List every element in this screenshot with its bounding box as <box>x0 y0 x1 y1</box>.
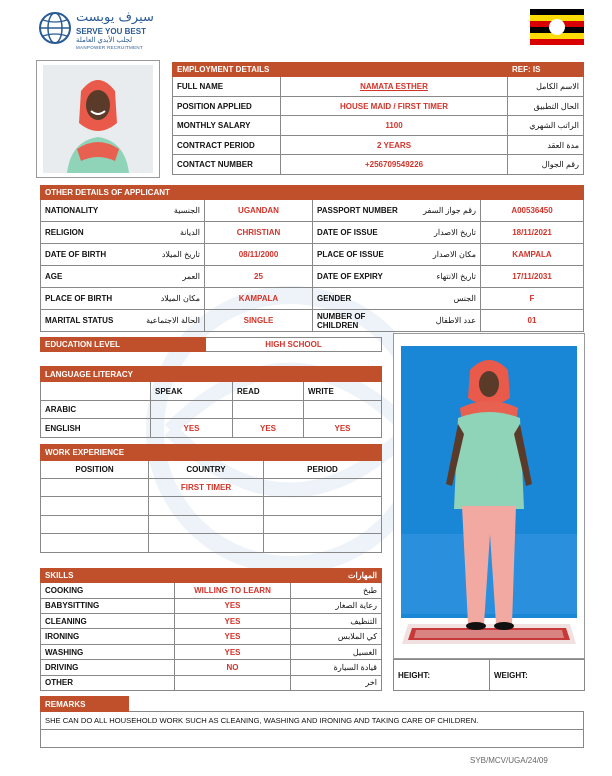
language-col-write: WRITE <box>304 382 382 401</box>
language-speak: YES <box>151 419 233 438</box>
logo-arabic-sub: لجلب الأيدي العاملة <box>76 37 133 44</box>
detail-label-ar: عدد الاطفال <box>409 310 481 332</box>
skill-name: DRIVING <box>41 660 175 675</box>
skill-value: YES <box>175 629 291 644</box>
detail-value: SINGLE <box>205 310 313 332</box>
skill-name: BABYSITTING <box>41 598 175 613</box>
full-body-photo <box>393 333 585 659</box>
work-row <box>41 497 382 516</box>
detail-value: 17/11/2031 <box>481 266 584 288</box>
detail-value: 01 <box>481 310 584 332</box>
portrait-photo <box>36 60 160 178</box>
other-details-section <box>40 185 584 331</box>
skill-row <box>41 644 382 659</box>
language-col-speak: SPEAK <box>151 382 233 401</box>
skill-name: WASHING <box>41 644 175 659</box>
skill-name: COOKING <box>41 583 175 598</box>
skills-header-ar: المهارات <box>291 569 382 583</box>
employment-label: CONTRACT PERIOD <box>173 135 281 155</box>
uganda-flag-icon <box>530 9 584 45</box>
employment-row <box>173 116 584 136</box>
detail-label-ar: مكان الميلاد <box>119 288 205 310</box>
skill-name-ar: رعاية الصغار <box>291 598 382 613</box>
work-country: FIRST TIMER <box>149 478 264 497</box>
height-label: HEIGHT: <box>394 660 490 691</box>
work-period <box>264 515 382 534</box>
detail-label-ar: العمر <box>119 266 205 288</box>
employment-details-section <box>172 62 584 175</box>
other-details-header: OTHER DETAILS OF APPLICANT <box>41 186 313 200</box>
detail-label: PLACE OF BIRTH <box>41 288 119 310</box>
work-row <box>41 534 382 553</box>
education-value: HIGH SCHOOL <box>206 338 382 352</box>
language-row <box>41 419 382 438</box>
skill-name: OTHER <box>41 675 175 690</box>
detail-label-ar: الحالة الاجتماعية <box>119 310 205 332</box>
detail-label: DATE OF EXPIRY <box>313 266 409 288</box>
skill-row <box>41 583 382 598</box>
employment-row <box>173 96 584 116</box>
other-details-row <box>41 266 584 288</box>
employment-row <box>173 155 584 175</box>
language-col-empty <box>41 382 151 401</box>
work-position <box>41 478 149 497</box>
detail-label-ar: رقم جواز السفر <box>409 200 481 222</box>
employment-label-ar: الاسم الكامل <box>508 77 584 97</box>
language-read: YES <box>232 419 303 438</box>
other-details-header-right <box>313 186 584 200</box>
other-details-row <box>41 200 584 222</box>
language-header: LANGUAGE LITERACY <box>41 367 382 382</box>
work-country <box>149 515 264 534</box>
language-section <box>40 366 382 438</box>
detail-label-ar: الجنسية <box>119 200 205 222</box>
employment-label: MONTHLY SALARY <box>173 116 281 136</box>
work-period <box>264 497 382 516</box>
language-name: ENGLISH <box>41 419 151 438</box>
detail-label: GENDER <box>313 288 409 310</box>
detail-value: F <box>481 288 584 310</box>
employment-header: EMPLOYMENT DETAILS <box>173 63 508 77</box>
employment-label: POSITION APPLIED <box>173 96 281 116</box>
skills-section <box>40 568 382 691</box>
remarks-section <box>40 696 584 748</box>
skill-value: NO <box>175 660 291 675</box>
work-col-period: PERIOD <box>264 461 382 478</box>
education-section <box>40 337 382 352</box>
other-details-row <box>41 222 584 244</box>
detail-label-ar: مكان الاصدار <box>409 244 481 266</box>
employment-value: 1100 <box>281 116 508 136</box>
skill-value: WILLING TO LEARN <box>175 583 291 598</box>
language-read <box>232 400 303 419</box>
weight-label: WEIGHT: <box>490 660 585 691</box>
other-details-row <box>41 310 584 332</box>
work-period <box>264 478 382 497</box>
work-position <box>41 497 149 516</box>
detail-value: KAMPALA <box>205 288 313 310</box>
measurements-section <box>393 659 585 691</box>
skill-name: CLEANING <box>41 614 175 629</box>
remarks-empty-line <box>41 730 584 748</box>
skill-name-ar: التنظيف <box>291 614 382 629</box>
employment-label-ar: رقم الجوال <box>508 155 584 175</box>
skill-row <box>41 660 382 675</box>
language-col-read: READ <box>232 382 303 401</box>
skill-row <box>41 614 382 629</box>
company-logo <box>38 8 178 58</box>
skill-name-ar: طبخ <box>291 583 382 598</box>
detail-label: DATE OF ISSUE <box>313 222 409 244</box>
detail-value: CHRISTIAN <box>205 222 313 244</box>
detail-value: UGANDAN <box>205 200 313 222</box>
skills-header: SKILLS <box>41 569 291 583</box>
detail-label-ar: الديانة <box>119 222 205 244</box>
work-experience-section <box>40 444 382 553</box>
remarks-text: SHE CAN DO ALL HOUSEHOLD WORK SUCH AS CLEANING, WASHING AND IRONING AND TAKING CARE OF CHILDREN. <box>41 712 584 730</box>
detail-label: MARITAL STATUS <box>41 310 119 332</box>
employment-label-ar: الحال التطبيق <box>508 96 584 116</box>
employment-label-ar: مدة العقد <box>508 135 584 155</box>
skill-name-ar: الغسيل <box>291 644 382 659</box>
document-code: SYB/MCV/UGA/24/09 <box>470 756 548 765</box>
employment-value: +256709549226 <box>281 155 508 175</box>
ref-label: REF: IS <box>508 63 584 77</box>
logo-arabic: سيرف يوبست <box>76 10 154 25</box>
work-position <box>41 534 149 553</box>
other-details-row <box>41 288 584 310</box>
logo-sub: MANPOWER RECRUITMENT <box>76 45 143 50</box>
language-write <box>304 400 382 419</box>
other-details-row <box>41 244 584 266</box>
language-name: ARABIC <box>41 400 151 419</box>
employment-value: 2 YEARS <box>281 135 508 155</box>
language-row <box>41 400 382 419</box>
detail-value: 08/11/2000 <box>205 244 313 266</box>
skill-row <box>41 675 382 690</box>
work-country <box>149 534 264 553</box>
skill-name-ar: اخر <box>291 675 382 690</box>
skill-value: YES <box>175 614 291 629</box>
language-write: YES <box>304 419 382 438</box>
education-label: EDUCATION LEVEL <box>41 338 206 352</box>
detail-label: AGE <box>41 266 119 288</box>
employment-label: CONTACT NUMBER <box>173 155 281 175</box>
detail-label: PASSPORT NUMBER <box>313 200 409 222</box>
detail-label-ar: تاريخ الميلاد <box>119 244 205 266</box>
detail-label: DATE OF BIRTH <box>41 244 119 266</box>
skill-value <box>175 675 291 690</box>
employment-row <box>173 135 584 155</box>
detail-label: NATIONALITY <box>41 200 119 222</box>
work-country <box>149 497 264 516</box>
skill-value: YES <box>175 598 291 613</box>
skill-name: IRONING <box>41 629 175 644</box>
work-header: WORK EXPERIENCE <box>41 445 382 461</box>
detail-label: NUMBER OF CHILDREN <box>313 310 409 332</box>
detail-label: PLACE OF ISSUE <box>313 244 409 266</box>
detail-label-ar: الجنس <box>409 288 481 310</box>
detail-value: 25 <box>205 266 313 288</box>
work-col-position: POSITION <box>41 461 149 478</box>
work-position <box>41 515 149 534</box>
employment-value: HOUSE MAID / FIRST TIMER <box>281 96 508 116</box>
skill-name-ar: قيادة السيارة <box>291 660 382 675</box>
remarks-header: REMARKS <box>41 697 129 712</box>
skill-row <box>41 598 382 613</box>
detail-label-ar: تاريخ الانتهاء <box>409 266 481 288</box>
employment-label-ar: الراتب الشهري <box>508 116 584 136</box>
logo-english: SERVE YOU BEST <box>76 27 146 36</box>
skill-name-ar: كي الملابس <box>291 629 382 644</box>
detail-value: KAMPALA <box>481 244 584 266</box>
detail-value: 18/11/2021 <box>481 222 584 244</box>
work-col-country: COUNTRY <box>149 461 264 478</box>
work-row <box>41 515 382 534</box>
work-period <box>264 534 382 553</box>
employment-label: FULL NAME <box>173 77 281 97</box>
work-row <box>41 478 382 497</box>
detail-value: A00536450 <box>481 200 584 222</box>
language-speak <box>151 400 233 419</box>
detail-label-ar: تاريخ الاصدار <box>409 222 481 244</box>
detail-label: RELIGION <box>41 222 119 244</box>
globe-logo-icon <box>38 10 72 50</box>
employment-row <box>173 77 584 97</box>
employment-value: NAMATA ESTHER <box>281 77 508 97</box>
skill-row <box>41 629 382 644</box>
skill-value: YES <box>175 644 291 659</box>
